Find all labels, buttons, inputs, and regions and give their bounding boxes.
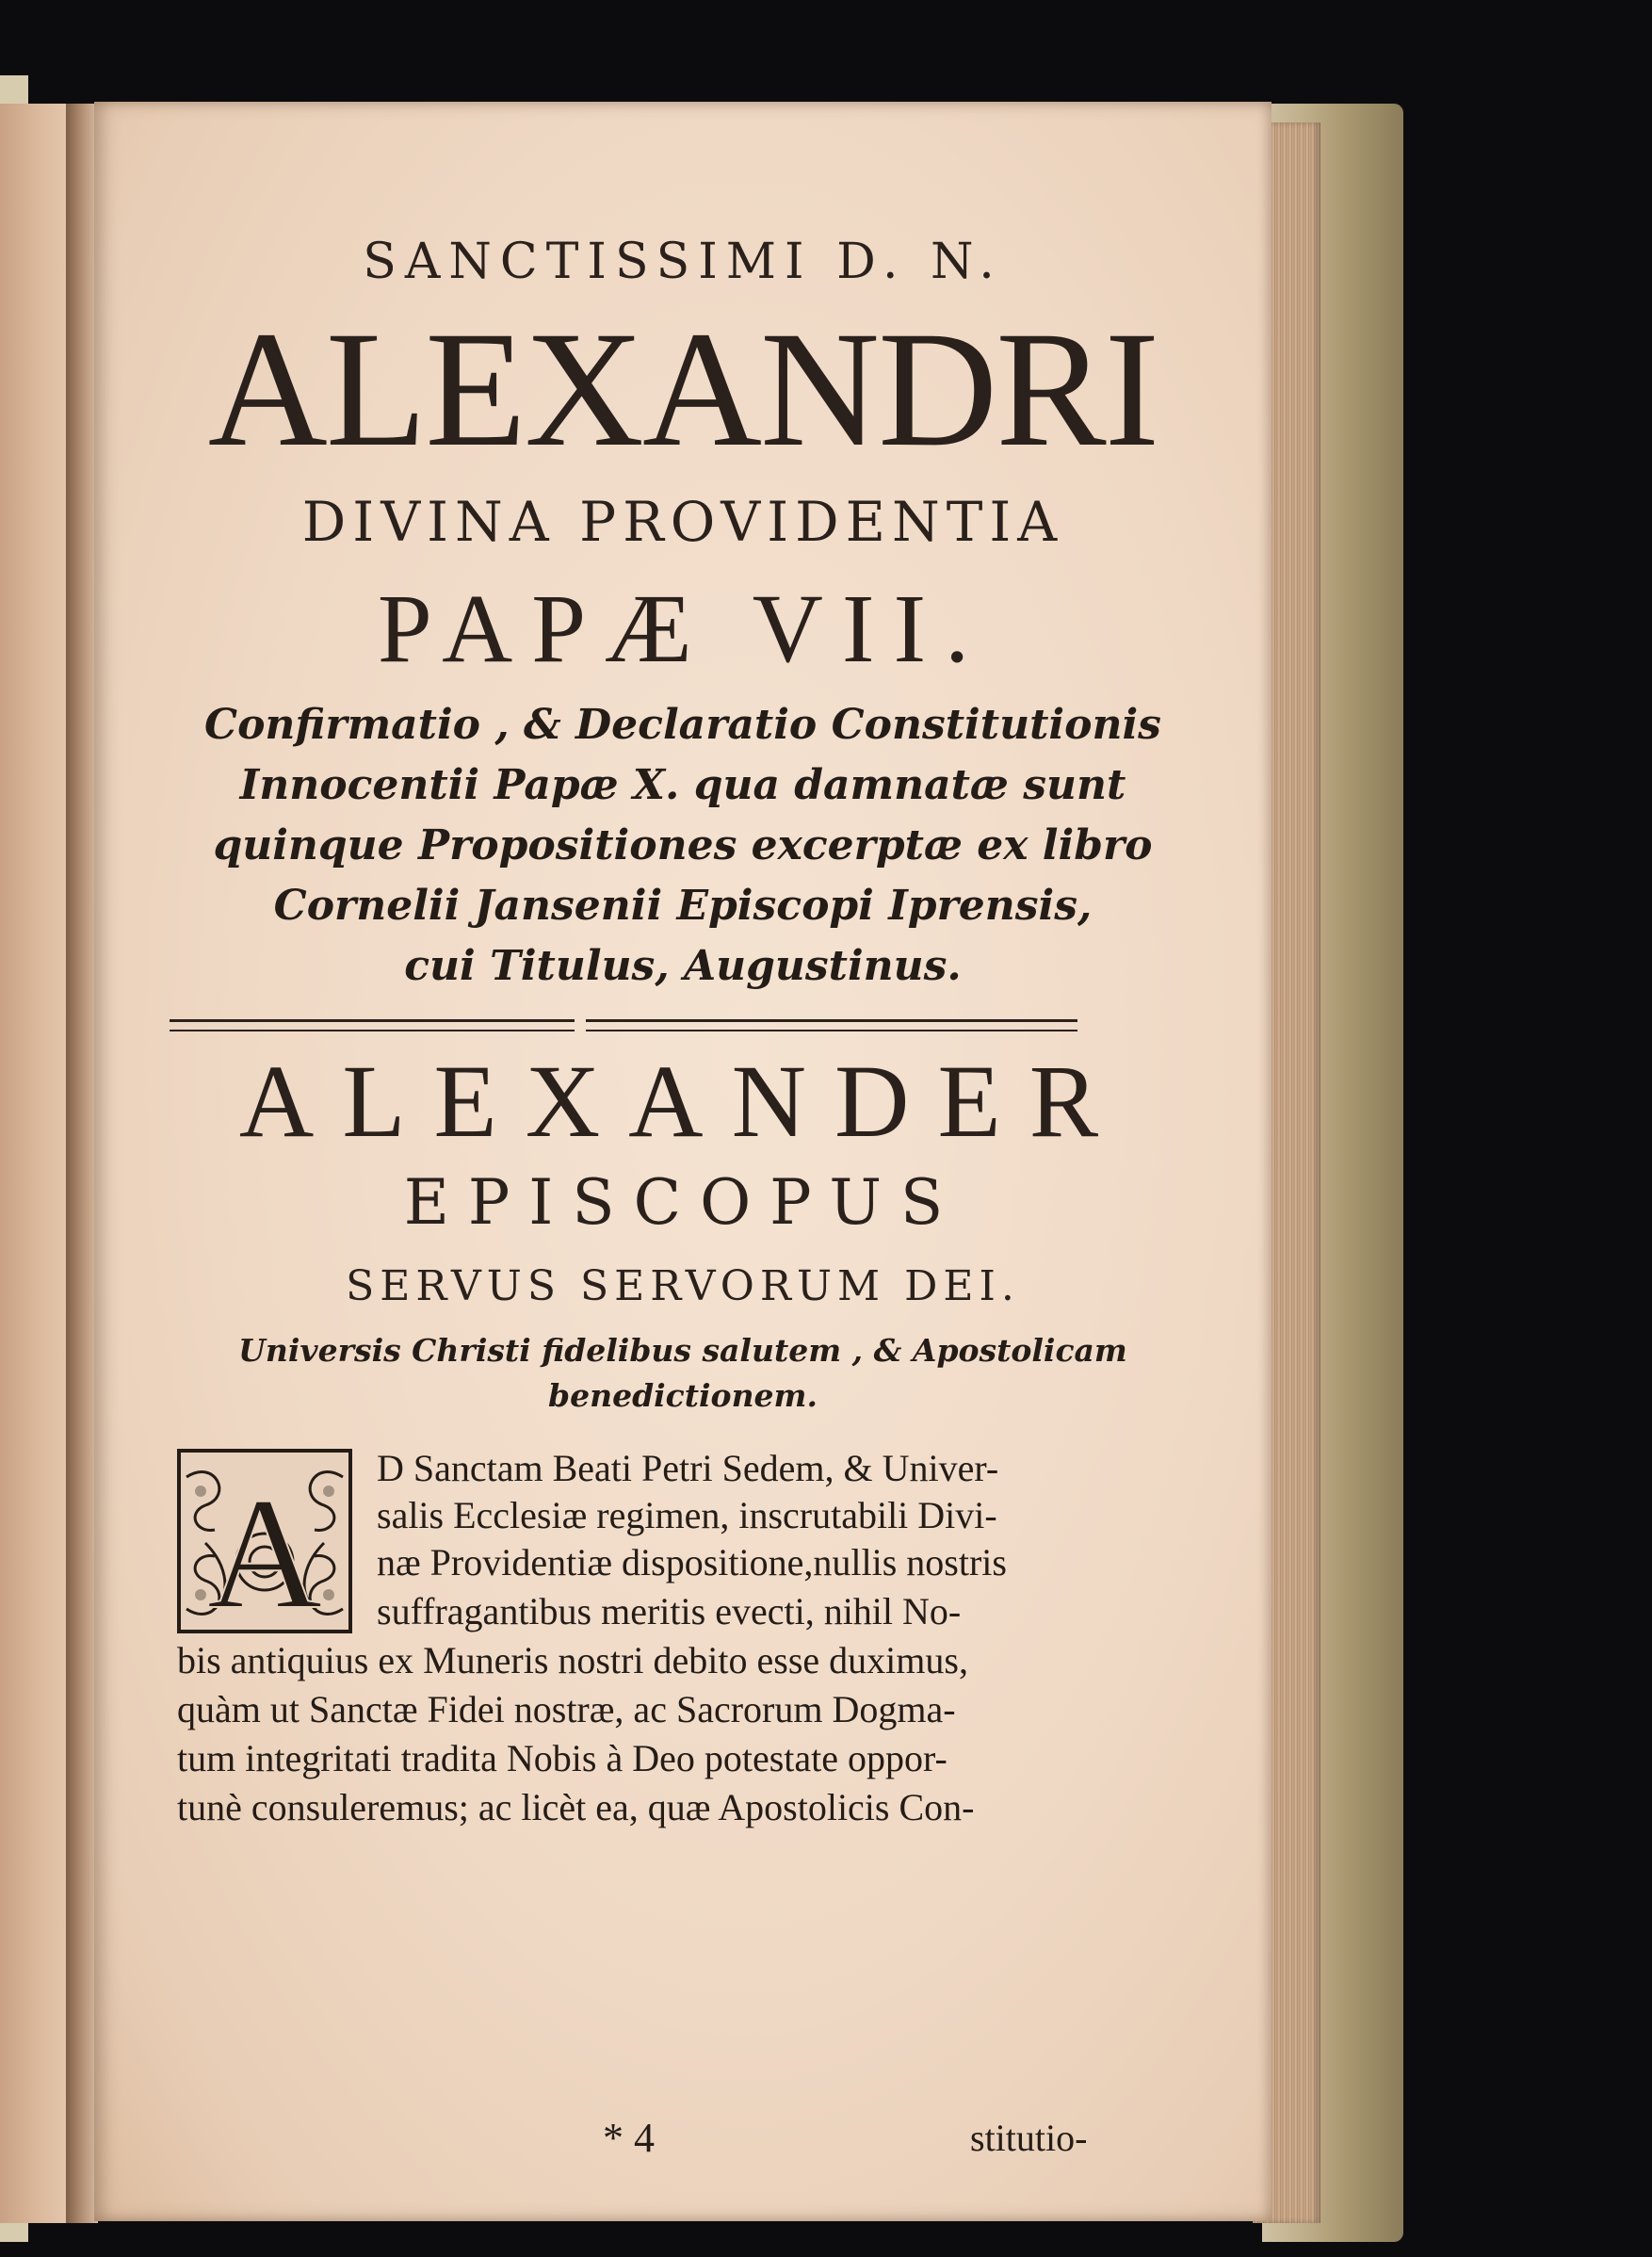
double-rule-right bbox=[586, 1019, 1077, 1031]
summary-line: cui Titulus, Augustinus. bbox=[404, 942, 962, 990]
header-sanctissimi: SANCTISSIMI D. N. bbox=[363, 234, 1003, 290]
decorated-initial bbox=[177, 1449, 352, 1633]
title-episcopus: EPISCOPUS bbox=[403, 1166, 963, 1239]
signature-mark: * 4 bbox=[603, 2115, 655, 2161]
body-line: tum integritati tradita Nobis à Deo potestate oppor- bbox=[177, 1737, 947, 1779]
title-servus: SERVUS SERVORUM DEI. bbox=[346, 1262, 1020, 1310]
title-page bbox=[94, 102, 1271, 2221]
greeting-line: Universis Christi fidelibus salutem , & Apostolicam bbox=[238, 1332, 1127, 1369]
ornament-icon bbox=[177, 1449, 352, 1633]
header-papae: PAPÆ VII. bbox=[377, 575, 989, 683]
body-line: D Sanctam Beati Petri Sedem, & Univer- bbox=[377, 1447, 999, 1489]
body-line: tunè consuleremus; ac licèt ea, quæ Apostolicis Con- bbox=[177, 1786, 975, 1828]
catchword: stitutio- bbox=[970, 2117, 1088, 2159]
body-line: salis Ecclesiæ regimen, inscrutabili Divi- bbox=[377, 1494, 997, 1536]
header-divina-providentia: DIVINA PROVIDENTIA bbox=[301, 490, 1064, 554]
body-line: næ Providentiæ dispositione,nullis nostris bbox=[377, 1541, 1007, 1583]
initial-letter: A bbox=[206, 1465, 323, 1633]
summary-line: Innocentii Papæ X. qua damnatæ sunt bbox=[239, 761, 1126, 809]
header-alexandri: ALEXANDRI bbox=[207, 298, 1158, 481]
summary-block bbox=[170, 695, 1196, 997]
double-rule-left bbox=[170, 1019, 575, 1031]
greeting-block bbox=[179, 1328, 1187, 1419]
gutter-shadow bbox=[66, 104, 98, 2223]
body-line: bis antiquius ex Muneris nostri debito esse duximus, bbox=[177, 1639, 968, 1681]
title-alexander: ALEXANDER bbox=[238, 1044, 1127, 1159]
greeting-line: benedictionem. bbox=[548, 1377, 818, 1414]
summary-line: quinque Propositiones excerptæ ex libro bbox=[213, 821, 1153, 869]
body-line: quàm ut Sanctæ Fidei nostræ, ac Sacrorum Dogma- bbox=[177, 1688, 956, 1730]
summary-line: Confirmatio , & Declaratio Constitutionis bbox=[204, 701, 1161, 749]
body-line: suffragantibus meritis evecti, nihil No- bbox=[377, 1590, 962, 1632]
summary-line: Cornelii Jansenii Episcopi Iprensis, bbox=[273, 882, 1093, 930]
